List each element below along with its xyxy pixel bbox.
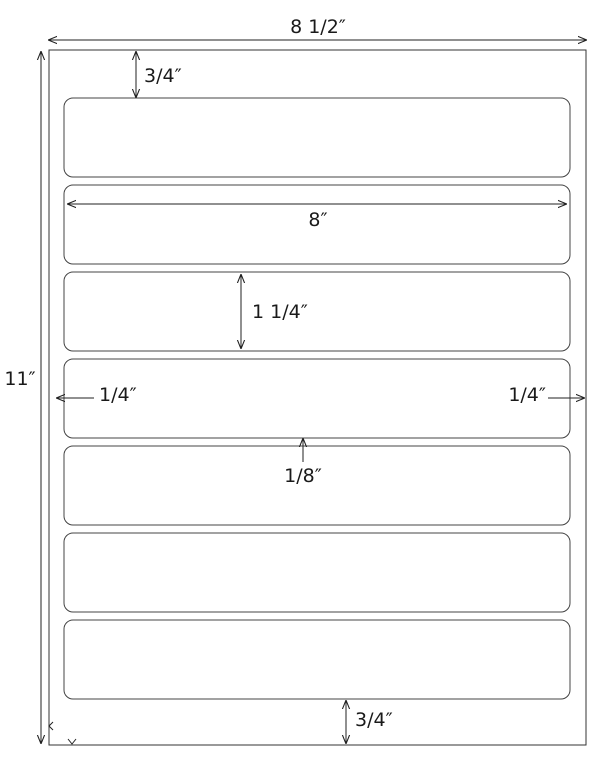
page-height-label: 11″: [4, 368, 36, 390]
right-margin-label: 1/4″: [508, 384, 546, 406]
label-height-label: 1 1/4″: [252, 301, 308, 323]
label-6: [64, 533, 570, 612]
bottom-margin-label: 3/4″: [355, 709, 393, 731]
label-4: [64, 359, 570, 438]
left-margin-label: 1/4″: [99, 384, 137, 406]
top-margin-label: 3/4″: [144, 65, 182, 87]
label-3: [64, 272, 570, 351]
page-width-label: 8 1/2″: [290, 16, 346, 38]
label-7: [64, 620, 570, 699]
label-1: [64, 98, 570, 177]
gap-label: 1/8″: [284, 465, 322, 487]
label-width-label: 8″: [308, 209, 328, 231]
